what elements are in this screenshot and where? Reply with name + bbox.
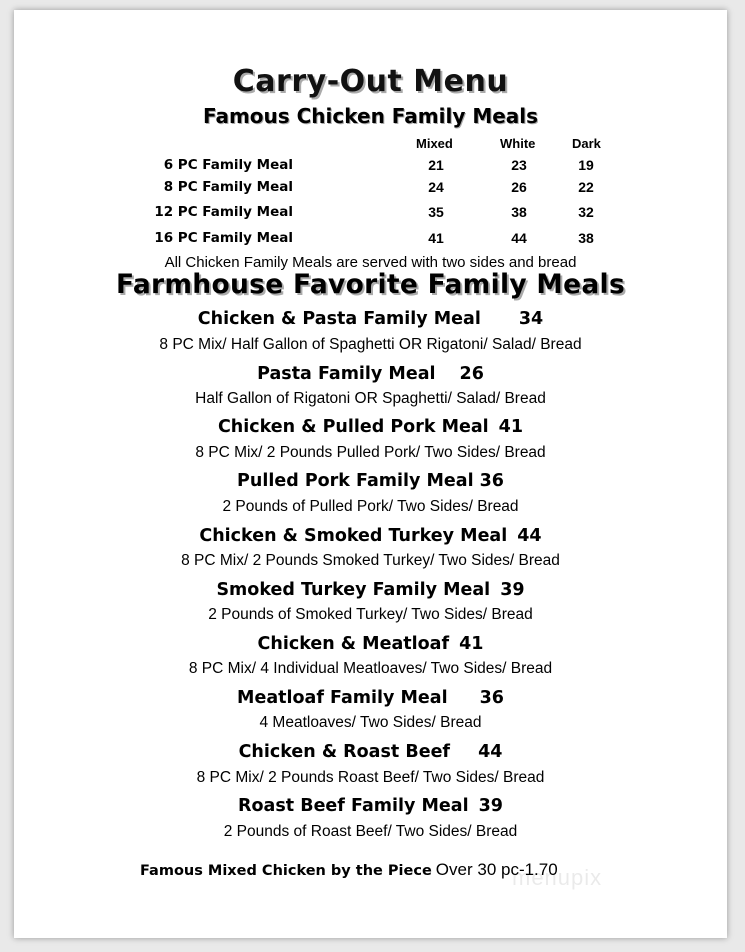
meal-name: Meatloaf Family Meal — [237, 688, 448, 708]
price-dark: 19 — [578, 157, 594, 173]
meal-item — [14, 364, 727, 384]
meal-price: 36 — [479, 471, 504, 491]
price-mixed: 21 — [428, 157, 444, 173]
meal-price: 36 — [479, 688, 504, 708]
meal-description: 8 PC Mix/ 4 Individual Meatloaves/ Two Sides/ Bread — [188, 660, 553, 677]
table-row-label: 16 PC Family Meal — [154, 230, 293, 246]
meal-name: Chicken & Roast Beef — [238, 742, 451, 762]
meal-name: Smoked Turkey Family Meal — [216, 580, 491, 600]
meal-item — [14, 417, 727, 437]
meal-name: Pasta Family Meal — [257, 364, 436, 384]
meal-price: 39 — [478, 796, 503, 816]
price-dark: 22 — [578, 179, 594, 195]
menu-title: Carry-Out Menu — [232, 64, 509, 99]
table-row-label: 12 PC Family Meal — [154, 204, 293, 220]
meal-name: Chicken & Smoked Turkey Meal — [199, 526, 508, 546]
price-white: 44 — [511, 230, 527, 246]
meal-item — [14, 309, 727, 329]
farmhouse-section-title: Farmhouse Favorite Family Meals — [115, 269, 626, 300]
meal-price: 41 — [498, 417, 524, 437]
meal-description: 8 PC Mix/ Half Gallon of Spaghetti OR Rigatoni/ Salad/ Bread — [159, 336, 582, 353]
table-row-label: 8 PC Family Meal — [163, 179, 293, 195]
meal-item — [14, 471, 727, 491]
price-white: 23 — [511, 157, 527, 173]
meal-item — [14, 526, 727, 546]
price-mixed: 41 — [428, 230, 444, 246]
column-header-dark: Dark — [572, 136, 601, 151]
meal-description: 2 Pounds of Roast Beef/ Two Sides/ Bread — [223, 823, 518, 840]
price-white: 38 — [511, 204, 527, 220]
meal-price: 44 — [517, 526, 542, 546]
meal-item — [14, 688, 727, 708]
meal-name: Chicken & Meatloaf — [257, 634, 450, 654]
column-header-white: White — [500, 136, 536, 151]
price-mixed: 35 — [428, 204, 444, 220]
meal-description: 8 PC Mix/ 2 Pounds Smoked Turkey/ Two Sides/ Bread — [181, 552, 560, 569]
meal-item — [14, 580, 727, 600]
by-the-piece-price: Over 30 pc-1.70 — [435, 860, 558, 879]
chicken-section-title: Famous Chicken Family Meals — [202, 104, 539, 128]
meal-item — [14, 742, 727, 762]
meal-description: 2 Pounds of Pulled Pork/ Two Sides/ Bread — [222, 498, 519, 515]
table-row-label: 6 PC Family Meal — [163, 157, 293, 173]
meal-price: 39 — [500, 580, 525, 600]
meal-item — [14, 634, 727, 654]
menu-page — [14, 10, 727, 938]
meal-description: 2 Pounds of Smoked Turkey/ Two Sides/ Bread — [208, 606, 533, 623]
price-mixed: 24 — [428, 179, 444, 195]
price-dark: 38 — [578, 230, 594, 246]
meal-price: 26 — [459, 364, 484, 384]
meal-description: Half Gallon of Rigatoni OR Spaghetti/ Salad/ Bread — [195, 390, 546, 407]
meal-description: 4 Meatloaves/ Two Sides/ Bread — [259, 714, 482, 731]
meal-name: Roast Beef Family Meal — [238, 796, 469, 816]
meal-price: 34 — [518, 309, 544, 329]
chicken-meals-note: All Chicken Family Meals are served with two sides and bread — [164, 254, 577, 271]
meal-description: 8 PC Mix/ 2 Pounds Pulled Pork/ Two Sides/ Bread — [195, 444, 546, 461]
price-dark: 32 — [578, 204, 594, 220]
meal-item — [14, 796, 727, 816]
meal-name: Chicken & Pulled Pork Meal — [217, 417, 489, 437]
meal-description: 8 PC Mix/ 2 Pounds Roast Beef/ Two Sides/ Bread — [196, 769, 545, 786]
by-the-piece-line — [140, 860, 558, 880]
watermark: menupix — [512, 865, 603, 890]
by-the-piece-label: Famous Mixed Chicken by the Piece — [140, 863, 432, 879]
meal-price: 44 — [478, 742, 503, 762]
column-header-mixed: Mixed — [416, 136, 453, 151]
meal-name: Pulled Pork Family Meal — [237, 471, 474, 491]
meal-name: Chicken & Pasta Family Meal — [197, 309, 481, 329]
price-white: 26 — [511, 179, 527, 195]
meal-price: 41 — [459, 634, 484, 654]
